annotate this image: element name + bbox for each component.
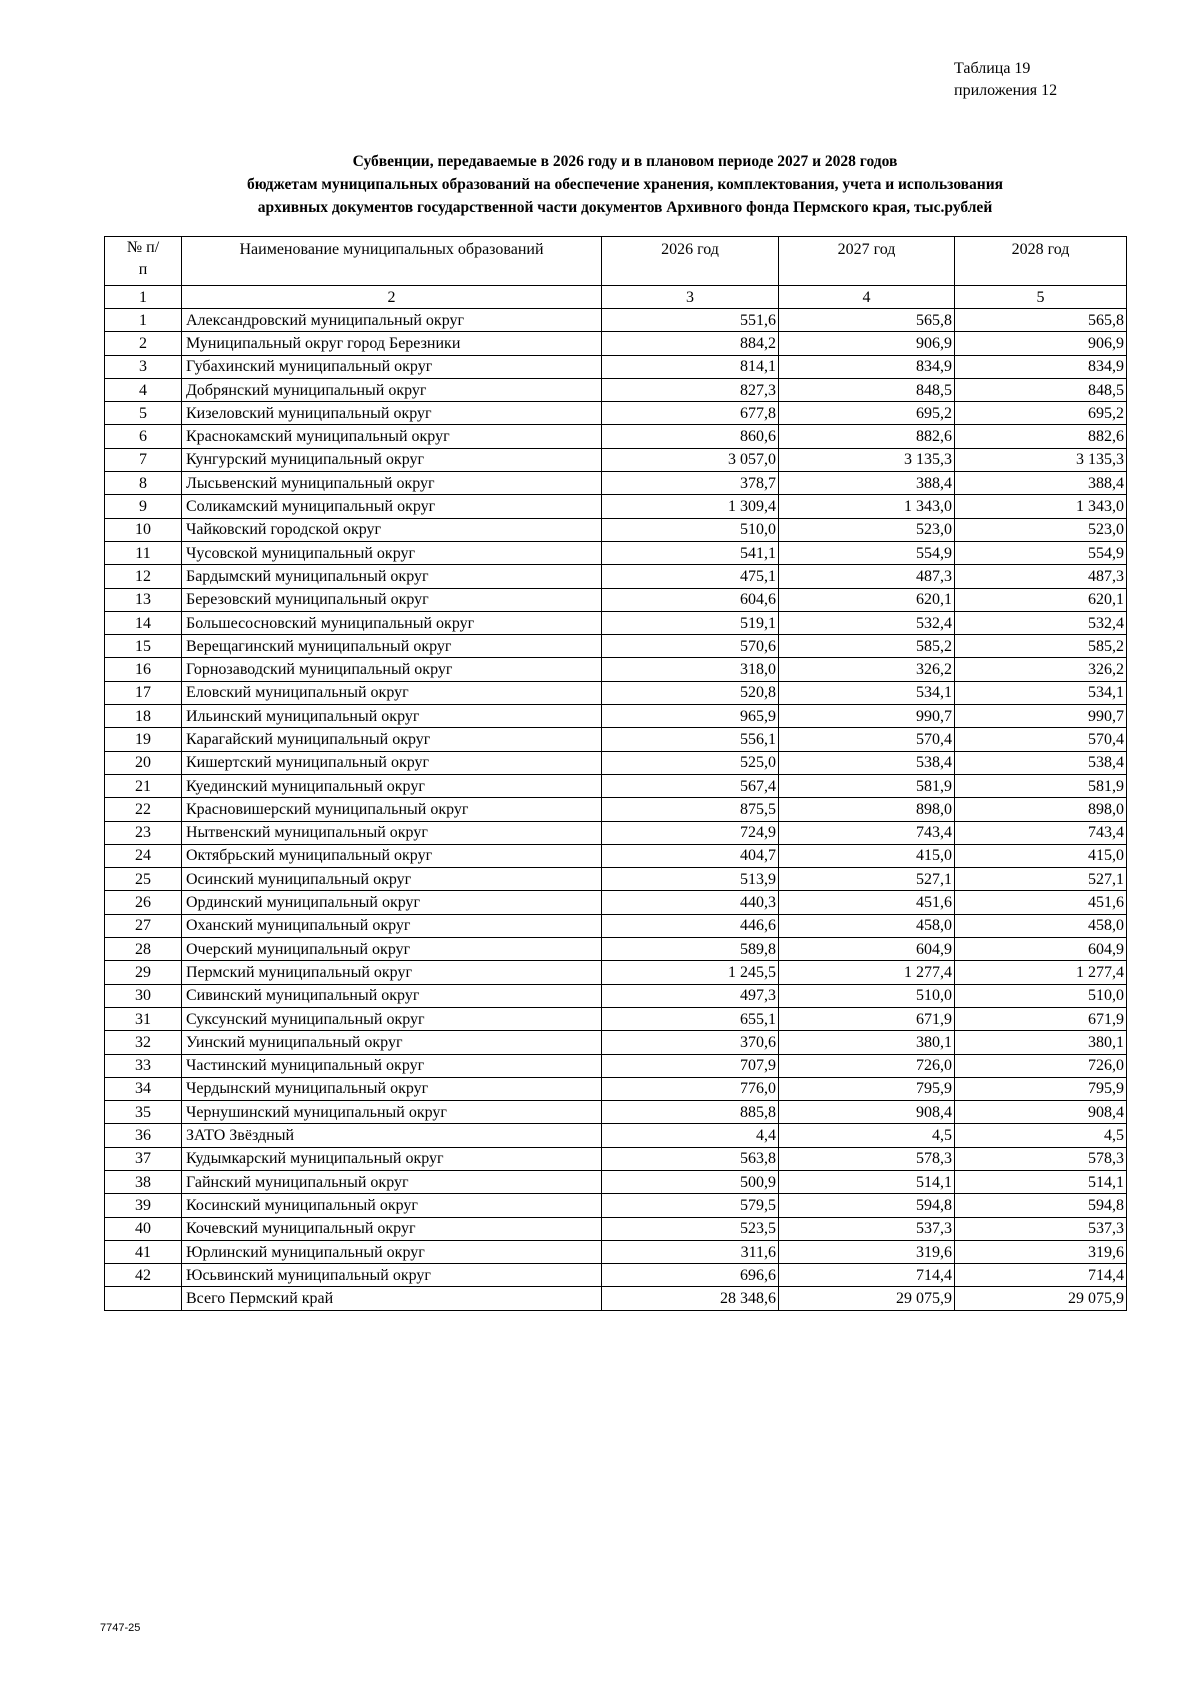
value-2026: 655,1 — [602, 1007, 779, 1030]
row-num: 27 — [105, 914, 182, 937]
municipality-name: Чайковский городской округ — [182, 518, 602, 541]
table-row — [105, 611, 1127, 634]
row-num: 13 — [105, 588, 182, 611]
value-2028: 537,3 — [955, 1217, 1127, 1240]
value-2027: 743,4 — [779, 821, 955, 844]
value-2028: 451,6 — [955, 891, 1127, 914]
value-2028: 415,0 — [955, 844, 1127, 867]
row-num: 4 — [105, 378, 182, 401]
row-num: 42 — [105, 1264, 182, 1287]
municipality-name: Чернушинский муниципальный округ — [182, 1101, 602, 1124]
value-2026: 370,6 — [602, 1031, 779, 1054]
value-2027: 1 277,4 — [779, 961, 955, 984]
total-row — [105, 1287, 1127, 1310]
value-2028: 1 343,0 — [955, 495, 1127, 518]
value-2027: 532,4 — [779, 611, 955, 634]
table-row — [105, 938, 1127, 961]
table-row — [105, 1194, 1127, 1217]
row-num: 37 — [105, 1147, 182, 1170]
table-row — [105, 448, 1127, 471]
municipality-name: Горнозаводский муниципальный округ — [182, 658, 602, 681]
value-2028: 594,8 — [955, 1194, 1127, 1217]
table-row — [105, 868, 1127, 891]
value-2028: 726,0 — [955, 1054, 1127, 1077]
row-num: 33 — [105, 1054, 182, 1077]
value-2026: 519,1 — [602, 611, 779, 634]
table-row — [105, 844, 1127, 867]
municipality-name: Октябрьский муниципальный округ — [182, 844, 602, 867]
total-2026: 28 348,6 — [602, 1287, 779, 1310]
value-2028: 532,4 — [955, 611, 1127, 634]
row-num: 16 — [105, 658, 182, 681]
row-num: 8 — [105, 472, 182, 495]
header-2027: 2027 год — [779, 237, 955, 286]
municipality-name: Оханский муниципальный округ — [182, 914, 602, 937]
column-number-row — [105, 286, 1127, 309]
value-2026: 475,1 — [602, 565, 779, 588]
table-header-row — [105, 237, 1127, 286]
municipality-name: Пермский муниципальный округ — [182, 961, 602, 984]
table-body — [105, 309, 1127, 1287]
table-row — [105, 798, 1127, 821]
title-line-2: бюджетам муниципальных образований на обеспечение хранения, комплектования, учета и использования — [246, 176, 1004, 193]
value-2028: 326,2 — [955, 658, 1127, 681]
value-2026: 776,0 — [602, 1077, 779, 1100]
value-2027: 578,3 — [779, 1147, 955, 1170]
value-2026: 551,6 — [602, 309, 779, 332]
value-2026: 3 057,0 — [602, 448, 779, 471]
municipality-name: Большесосновский муниципальный округ — [182, 611, 602, 634]
municipality-name: Губахинский муниципальный округ — [182, 355, 602, 378]
value-2027: 906,9 — [779, 332, 955, 355]
caption-table-number: Таблица 19 — [954, 60, 1031, 77]
table-row — [105, 705, 1127, 728]
row-num: 41 — [105, 1240, 182, 1263]
value-2026: 589,8 — [602, 938, 779, 961]
table-row — [105, 914, 1127, 937]
value-2026: 965,9 — [602, 705, 779, 728]
row-num: 1 — [105, 309, 182, 332]
value-2027: 1 343,0 — [779, 495, 955, 518]
value-2028: 882,6 — [955, 425, 1127, 448]
municipality-name: Карагайский муниципальный округ — [182, 728, 602, 751]
value-2026: 677,8 — [602, 402, 779, 425]
header-num: № п/п — [105, 237, 182, 286]
value-2027: 510,0 — [779, 984, 955, 1007]
value-2028: 834,9 — [955, 355, 1127, 378]
table-row — [105, 1240, 1127, 1263]
table-row — [105, 1007, 1127, 1030]
value-2027: 415,0 — [779, 844, 955, 867]
value-2027: 538,4 — [779, 751, 955, 774]
value-2027: 795,9 — [779, 1077, 955, 1100]
row-num: 36 — [105, 1124, 182, 1147]
value-2028: 388,4 — [955, 472, 1127, 495]
table-row — [105, 378, 1127, 401]
value-2028: 990,7 — [955, 705, 1127, 728]
table-row — [105, 1147, 1127, 1170]
value-2027: 726,0 — [779, 1054, 955, 1077]
value-2028: 743,4 — [955, 821, 1127, 844]
value-2026: 884,2 — [602, 332, 779, 355]
value-2026: 707,9 — [602, 1054, 779, 1077]
row-num: 20 — [105, 751, 182, 774]
value-2027: 714,4 — [779, 1264, 955, 1287]
value-2027: 388,4 — [779, 472, 955, 495]
value-2027: 581,9 — [779, 774, 955, 797]
value-2027: 834,9 — [779, 355, 955, 378]
value-2027: 695,2 — [779, 402, 955, 425]
value-2027: 620,1 — [779, 588, 955, 611]
row-num: 7 — [105, 448, 182, 471]
table-row — [105, 1124, 1127, 1147]
row-num: 40 — [105, 1217, 182, 1240]
value-2028: 908,4 — [955, 1101, 1127, 1124]
value-2027: 585,2 — [779, 635, 955, 658]
table-row — [105, 984, 1127, 1007]
value-2026: 570,6 — [602, 635, 779, 658]
municipality-name: Лысьвенский муниципальный округ — [182, 472, 602, 495]
municipality-name: Ординский муниципальный округ — [182, 891, 602, 914]
value-2027: 908,4 — [779, 1101, 955, 1124]
value-2028: 695,2 — [955, 402, 1127, 425]
column-number: 3 — [602, 286, 779, 309]
row-num: 22 — [105, 798, 182, 821]
row-num: 30 — [105, 984, 182, 1007]
table-row — [105, 541, 1127, 564]
value-2026: 567,4 — [602, 774, 779, 797]
municipality-name: Кочевский муниципальный округ — [182, 1217, 602, 1240]
municipality-name: Гайнский муниципальный округ — [182, 1170, 602, 1193]
value-2027: 3 135,3 — [779, 448, 955, 471]
table-row — [105, 891, 1127, 914]
value-2026: 579,5 — [602, 1194, 779, 1217]
value-2026: 525,0 — [602, 751, 779, 774]
value-2026: 885,8 — [602, 1101, 779, 1124]
value-2027: 898,0 — [779, 798, 955, 821]
municipality-name: Соликамский муниципальный округ — [182, 495, 602, 518]
document-title — [150, 150, 1100, 219]
value-2026: 311,6 — [602, 1240, 779, 1263]
value-2027: 487,3 — [779, 565, 955, 588]
value-2027: 514,1 — [779, 1170, 955, 1193]
subventions-table — [104, 236, 1127, 1311]
row-num: 6 — [105, 425, 182, 448]
value-2028: 795,9 — [955, 1077, 1127, 1100]
municipality-name: Нытвенский муниципальный округ — [182, 821, 602, 844]
value-2027: 451,6 — [779, 891, 955, 914]
municipality-name: Уинский муниципальный округ — [182, 1031, 602, 1054]
value-2028: 523,0 — [955, 518, 1127, 541]
value-2028: 319,6 — [955, 1240, 1127, 1263]
row-num: 39 — [105, 1194, 182, 1217]
row-num: 15 — [105, 635, 182, 658]
row-num: 11 — [105, 541, 182, 564]
table-row — [105, 309, 1127, 332]
value-2026: 875,5 — [602, 798, 779, 821]
table-row — [105, 1054, 1127, 1077]
value-2027: 319,6 — [779, 1240, 955, 1263]
value-2026: 860,6 — [602, 425, 779, 448]
value-2027: 527,1 — [779, 868, 955, 891]
value-2026: 563,8 — [602, 1147, 779, 1170]
value-2026: 318,0 — [602, 658, 779, 681]
value-2027: 326,2 — [779, 658, 955, 681]
value-2028: 581,9 — [955, 774, 1127, 797]
table-row — [105, 1031, 1127, 1054]
title-line-1: Субвенции, передаваемые в 2026 году и в плановом периоде 2027 и 2028 годов — [352, 153, 898, 170]
municipality-name: Частинский муниципальный округ — [182, 1054, 602, 1077]
value-2027: 458,0 — [779, 914, 955, 937]
value-2026: 440,3 — [602, 891, 779, 914]
value-2028: 906,9 — [955, 332, 1127, 355]
table-row — [105, 332, 1127, 355]
column-number: 4 — [779, 286, 955, 309]
municipality-name: Еловский муниципальный округ — [182, 681, 602, 704]
value-2026: 541,1 — [602, 541, 779, 564]
table-row — [105, 472, 1127, 495]
value-2027: 604,9 — [779, 938, 955, 961]
value-2028: 570,4 — [955, 728, 1127, 751]
value-2028: 578,3 — [955, 1147, 1127, 1170]
row-num: 26 — [105, 891, 182, 914]
table-row — [105, 751, 1127, 774]
municipality-name: Александровский муниципальный округ — [182, 309, 602, 332]
value-2027: 4,5 — [779, 1124, 955, 1147]
value-2026: 513,9 — [602, 868, 779, 891]
municipality-name: Муниципальный округ город Березники — [182, 332, 602, 355]
municipality-name: Юсьвинский муниципальный округ — [182, 1264, 602, 1287]
value-2026: 500,9 — [602, 1170, 779, 1193]
municipality-name: Кишертский муниципальный округ — [182, 751, 602, 774]
municipality-name: Добрянский муниципальный округ — [182, 378, 602, 401]
row-num: 35 — [105, 1101, 182, 1124]
row-num: 25 — [105, 868, 182, 891]
value-2026: 404,7 — [602, 844, 779, 867]
municipality-name: Куединский муниципальный округ — [182, 774, 602, 797]
value-2028: 534,1 — [955, 681, 1127, 704]
municipality-name: Юрлинский муниципальный округ — [182, 1240, 602, 1263]
value-2026: 827,3 — [602, 378, 779, 401]
value-2027: 671,9 — [779, 1007, 955, 1030]
table-row — [105, 1217, 1127, 1240]
table-row — [105, 565, 1127, 588]
column-number: 2 — [182, 286, 602, 309]
value-2028: 538,4 — [955, 751, 1127, 774]
value-2026: 497,3 — [602, 984, 779, 1007]
header-name: Наименование муниципальных образований — [182, 237, 602, 286]
table-row — [105, 425, 1127, 448]
value-2028: 565,8 — [955, 309, 1127, 332]
municipality-name: Очерский муниципальный округ — [182, 938, 602, 961]
title-line-3: архивных документов государственной части документов Архивного фонда Пермского края, тыс.рублей — [257, 199, 993, 216]
value-2026: 4,4 — [602, 1124, 779, 1147]
row-num: 17 — [105, 681, 182, 704]
row-num: 29 — [105, 961, 182, 984]
municipality-name: Чердынский муниципальный округ — [182, 1077, 602, 1100]
value-2028: 671,9 — [955, 1007, 1127, 1030]
table-row — [105, 1101, 1127, 1124]
municipality-name: Кизеловский муниципальный округ — [182, 402, 602, 425]
value-2026: 724,9 — [602, 821, 779, 844]
table-row — [105, 1077, 1127, 1100]
table-row — [105, 495, 1127, 518]
row-num: 5 — [105, 402, 182, 425]
value-2028: 514,1 — [955, 1170, 1127, 1193]
value-2027: 380,1 — [779, 1031, 955, 1054]
value-2028: 458,0 — [955, 914, 1127, 937]
row-num: 24 — [105, 844, 182, 867]
row-num: 18 — [105, 705, 182, 728]
table-row — [105, 588, 1127, 611]
value-2027: 594,8 — [779, 1194, 955, 1217]
value-2027: 990,7 — [779, 705, 955, 728]
table-row — [105, 635, 1127, 658]
row-num: 19 — [105, 728, 182, 751]
value-2026: 696,6 — [602, 1264, 779, 1287]
total-2028: 29 075,9 — [955, 1287, 1127, 1310]
value-2028: 380,1 — [955, 1031, 1127, 1054]
value-2028: 3 135,3 — [955, 448, 1127, 471]
table-row — [105, 355, 1127, 378]
header-2026: 2026 год — [602, 237, 779, 286]
value-2027: 523,0 — [779, 518, 955, 541]
row-num: 31 — [105, 1007, 182, 1030]
value-2026: 520,8 — [602, 681, 779, 704]
table-row — [105, 518, 1127, 541]
row-num: 23 — [105, 821, 182, 844]
row-num: 34 — [105, 1077, 182, 1100]
value-2027: 882,6 — [779, 425, 955, 448]
column-number: 5 — [955, 286, 1127, 309]
value-2028: 510,0 — [955, 984, 1127, 1007]
table-row — [105, 774, 1127, 797]
value-2028: 848,5 — [955, 378, 1127, 401]
value-2026: 814,1 — [602, 355, 779, 378]
value-2027: 570,4 — [779, 728, 955, 751]
column-number: 1 — [105, 286, 182, 309]
value-2027: 565,8 — [779, 309, 955, 332]
municipality-name: Красновишерский муниципальный округ — [182, 798, 602, 821]
value-2028: 487,3 — [955, 565, 1127, 588]
table-row — [105, 961, 1127, 984]
value-2028: 527,1 — [955, 868, 1127, 891]
value-2026: 523,5 — [602, 1217, 779, 1240]
value-2026: 1 245,5 — [602, 961, 779, 984]
caption-appendix-number: приложения 12 — [954, 82, 1058, 99]
municipality-name: Бардымский муниципальный округ — [182, 565, 602, 588]
value-2026: 378,7 — [602, 472, 779, 495]
value-2028: 4,5 — [955, 1124, 1127, 1147]
total-num — [105, 1287, 182, 1310]
table-caption — [954, 58, 1057, 102]
table-row — [105, 1264, 1127, 1287]
value-2026: 1 309,4 — [602, 495, 779, 518]
value-2028: 604,9 — [955, 938, 1127, 961]
value-2027: 554,9 — [779, 541, 955, 564]
municipality-name: Краснокамский муниципальный округ — [182, 425, 602, 448]
value-2028: 714,4 — [955, 1264, 1127, 1287]
row-num: 14 — [105, 611, 182, 634]
table-row — [105, 402, 1127, 425]
value-2026: 604,6 — [602, 588, 779, 611]
row-num: 3 — [105, 355, 182, 378]
municipality-name: Чусовской муниципальный округ — [182, 541, 602, 564]
value-2027: 534,1 — [779, 681, 955, 704]
row-num: 2 — [105, 332, 182, 355]
value-2027: 537,3 — [779, 1217, 955, 1240]
table-row — [105, 821, 1127, 844]
total-label: Всего Пермский край — [182, 1287, 602, 1310]
value-2028: 585,2 — [955, 635, 1127, 658]
row-num: 9 — [105, 495, 182, 518]
table-row — [105, 1170, 1127, 1193]
value-2028: 898,0 — [955, 798, 1127, 821]
table-row — [105, 658, 1127, 681]
value-2026: 510,0 — [602, 518, 779, 541]
row-num: 32 — [105, 1031, 182, 1054]
municipality-name: Березовский муниципальный округ — [182, 588, 602, 611]
value-2028: 554,9 — [955, 541, 1127, 564]
municipality-name: Суксунский муниципальный округ — [182, 1007, 602, 1030]
municipality-name: Сивинский муниципальный округ — [182, 984, 602, 1007]
row-num: 28 — [105, 938, 182, 961]
value-2027: 848,5 — [779, 378, 955, 401]
value-2026: 446,6 — [602, 914, 779, 937]
municipality-name: ЗАТО Звёздный — [182, 1124, 602, 1147]
row-num: 38 — [105, 1170, 182, 1193]
value-2028: 620,1 — [955, 588, 1127, 611]
table-row — [105, 728, 1127, 751]
municipality-name: Ильинский муниципальный округ — [182, 705, 602, 728]
document-code: 7747-25 — [100, 1622, 141, 1634]
municipality-name: Осинский муниципальный округ — [182, 868, 602, 891]
row-num: 21 — [105, 774, 182, 797]
total-2027: 29 075,9 — [779, 1287, 955, 1310]
table-row — [105, 681, 1127, 704]
row-num: 10 — [105, 518, 182, 541]
value-2028: 1 277,4 — [955, 961, 1127, 984]
row-num: 12 — [105, 565, 182, 588]
municipality-name: Кудымкарский муниципальный округ — [182, 1147, 602, 1170]
municipality-name: Кунгурский муниципальный округ — [182, 448, 602, 471]
municipality-name: Косинский муниципальный округ — [182, 1194, 602, 1217]
header-2028: 2028 год — [955, 237, 1127, 286]
municipality-name: Верещагинский муниципальный округ — [182, 635, 602, 658]
value-2026: 556,1 — [602, 728, 779, 751]
